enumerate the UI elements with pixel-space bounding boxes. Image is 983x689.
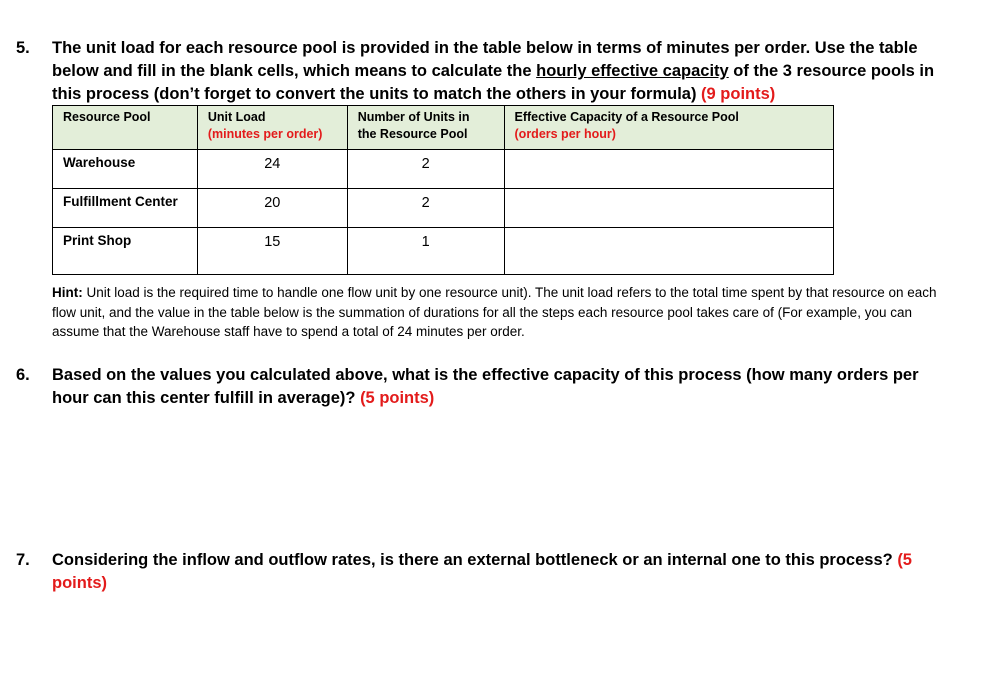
- question-6: [16, 364, 956, 410]
- row-warehouse-capacity-blank[interactable]: [504, 150, 833, 189]
- hint-paragraph: [52, 283, 942, 342]
- table-row: [53, 189, 834, 228]
- row-fulfillment-units: 2: [347, 189, 504, 228]
- hint-text: Unit load is the required time to handle one flow unit by one resource unit). The unit load refers to the total time spent by that resource on each flow unit, and the value in the table below is the summation of durations for all the steps each resource pool takes care of (For example, you can assume that the Warehouse staff have to spend a total of 24 minutes per order.: [52, 285, 937, 339]
- row-warehouse-pool: Warehouse: [53, 150, 198, 189]
- unit-load-table: [52, 105, 834, 275]
- hourly-effective-capacity-underlined: hourly effective capacity: [536, 62, 729, 80]
- row-fulfillment-pool: Fulfillment Center: [53, 189, 198, 228]
- question-5-points: (9 points): [701, 85, 776, 103]
- header-unit-load: Unit Load (minutes per order): [197, 106, 347, 150]
- row-warehouse-units: 2: [347, 150, 504, 189]
- row-printshop-pool: Print Shop: [53, 228, 198, 275]
- table-row: [53, 150, 834, 189]
- question-7-text: Considering the inflow and outflow rates, is there an external bottleneck or an internal one to this process? (5 points): [52, 551, 912, 592]
- question-6-number: 6.: [16, 366, 30, 384]
- row-warehouse-unit-load: 24: [197, 150, 347, 189]
- question-5: [16, 37, 956, 106]
- header-resource-pool: Resource Pool: [53, 106, 198, 150]
- header-number-of-units: Number of Units in the Resource Pool: [347, 106, 504, 150]
- row-printshop-unit-load: 15: [197, 228, 347, 275]
- header-effective-capacity: Effective Capacity of a Resource Pool (orders per hour): [504, 106, 833, 150]
- question-6-text: Based on the values you calculated above, what is the effective capacity of this process (how many orders per hour can this center fulfill in average)? (5 points): [52, 366, 919, 407]
- question-6-points: (5 points): [360, 389, 435, 407]
- hint-label: Hint:: [52, 285, 83, 300]
- question-7: [16, 549, 956, 595]
- row-fulfillment-unit-load: 20: [197, 189, 347, 228]
- row-fulfillment-capacity-blank[interactable]: [504, 189, 833, 228]
- question-5-text: The unit load for each resource pool is provided in the table below in terms of minutes per order. Use the table below and fill in the blank cells, which means to calculate the hourly effective capacity of the 3 resource pools in this process (don’t forget to convert the units to match the others in your formula) (9 points): [52, 39, 935, 103]
- question-7-number: 7.: [16, 551, 30, 569]
- row-printshop-units: 1: [347, 228, 504, 275]
- table-row: [53, 228, 834, 275]
- question-7-points: (5 points): [52, 551, 912, 592]
- row-printshop-capacity-blank[interactable]: [504, 228, 833, 275]
- question-5-number: 5.: [16, 39, 30, 57]
- table-header-row: [53, 106, 834, 150]
